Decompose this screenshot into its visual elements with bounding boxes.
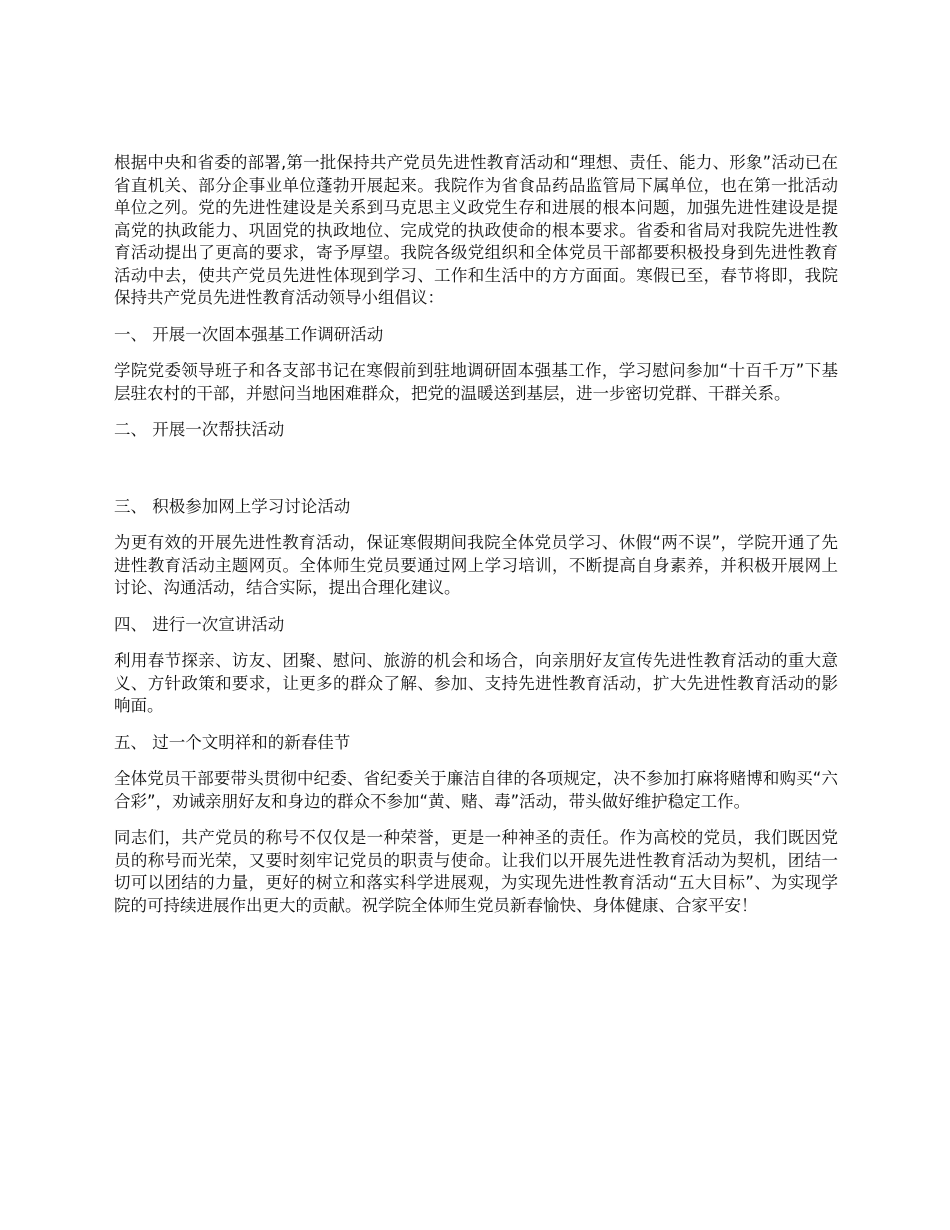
section-2-empty-body (114, 456, 838, 478)
closing-paragraph: 同志们，共产党员的称号不仅仅是一种荣誉，更是一种神圣的责任。作为高校的党员，我们既因党员的称号而光荣，又要时刻牢记党员的职责与使命。让我们以开展先进性教育活动为契机，团结一切可以团结的力量，更好的树立和落实科学进展观，为实现先进性教育活动“五大目标”、为实现学院的可持续进展作出更大的贡献。祝学院全体师生党员新春愉快、身体健康、合家平安！ (114, 828, 838, 915)
section-5-heading: 五、 过一个文明祥和的新春佳节 (114, 732, 351, 752)
section-1-heading: 一、 开展一次固本强基工作调研活动 (114, 324, 384, 344)
section-5-body: 全体党员干部要带头贯彻中纪委、省纪委关于廉洁自律的各项规定，决不参加打麻将赌博和购买“六合彩”，劝诫亲朋好友和身边的群众不参加“黄、赌、毒”活动，带头做好维护稳定工作。 (114, 769, 838, 811)
section-4-heading: 四、 进行一次宣讲活动 (114, 614, 285, 634)
section-1-body: 学院党委领导班子和各支部书记在寒假前到驻地调研固本强基工作，学习慰问参加“十百千万”下基层驻农村的干部，并慰问当地困难群众，把党的温暖送到基层，进一步密切党群、干群关系。 (114, 361, 838, 403)
document-page (114, 152, 838, 931)
section-2-heading: 二、 开展一次帮扶活动 (114, 420, 285, 439)
section-4-body: 利用春节探亲、访友、团聚、慰问、旅游的机会和场合，向亲朋好友宣传先进性教育活动的重大意义、方针政策和要求，让更多的群众了解、参加、支持先进性教育活动，扩大先进性教育活动的影响面。 (114, 651, 838, 715)
section-3-body: 为更有效的开展先进性教育活动，保证寒假期间我院全体党员学习、休假“两不误”，学院开通了先进性教育活动主题网页。全体师生党员要通过网上学习培训，不断提高自身素养，并积极开展网上讨论、沟通活动，结合实际，提出合理化建议。 (114, 533, 838, 597)
section-3-heading: 三、 积极参加网上学习讨论活动 (114, 496, 351, 516)
intro-paragraph: 根据中央和省委的部署,第一批保持共产党员先进性教育活动和“理想、责任、能力、形象”活动已在省直机关、部分企事业单位蓬勃开展起来。我院作为省食品药品监管局下属单位，也在第一批活动单位之列。党的先进性建设是关系到马克思主义政党生存和进展的根本问题，加强先进性建设是提高党的执政能力、巩固党的执政地位、完成党的执政使命的根本要求。省委和省局对我院先进性教育活动提出了更高的要求，寄予厚望。我院各级党组织和全体党员干部都要积极投身到先进性教育活动中去，使共产党员先进性体现到学习、工作和生活中的方方面面。寒假已至，春节将即，我院保持共产党员先进性教育活动领导小组倡议： (114, 153, 838, 307)
